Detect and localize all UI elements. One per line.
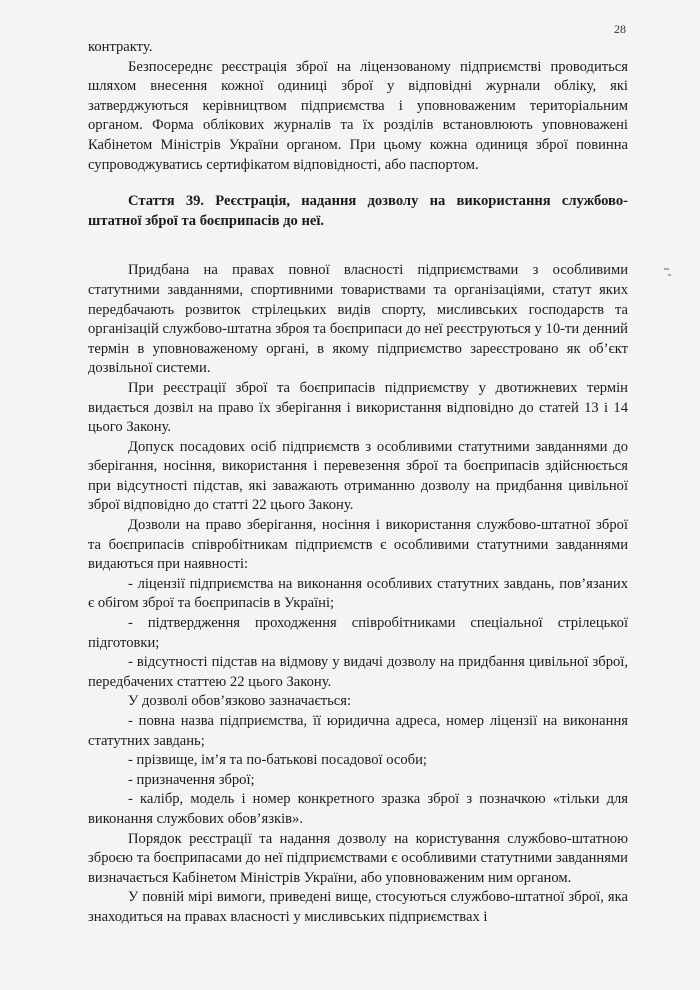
document-body (88, 38, 628, 928)
paragraph: Порядок реєстрації та надання дозволу на користування службово-штатною зброєю та боєприпасами до неї підприємствами є особливими статутними завданнями визначається Кабінетом Міністрів України, або уповноваженим ним органом. (88, 830, 628, 886)
list-item: - призначення зброї; (128, 771, 255, 788)
list-item: - повна назва підприємства, її юридична адреса, номер ліцензії на виконання статутних завдань; (88, 713, 628, 749)
list-item: - відсутності підстав на відмову у видачі дозволу на придбання цивільної зброї, передбачених статтею 22 цього Закону. (88, 654, 628, 690)
paragraph: При реєстрації зброї та боєприпасів підприємству у двотижневих термін видається дозвіл на право їх зберігання і використання відповідно до статей 13 і 14 цього Закону. (88, 379, 628, 436)
scan-speck (668, 274, 671, 276)
list-item: - прізвище, ім’я та по-батькові посадової особи; (128, 752, 427, 769)
paragraph: У дозволі обов’язково зазначається: (128, 693, 352, 710)
page-number: 28 (614, 22, 626, 36)
article-title: Стаття 39. Реєстрація, надання дозволу на використання службово-штатної зброї та боєприпасів до неї. (88, 193, 628, 229)
paragraph: Дозволи на право зберігання, носіння і використання службово-штатної зброї та боєприпасів співробітникам підприємств є особливими статутними завданнями видаються при наявності: (88, 517, 628, 573)
paragraph: контракту. (88, 39, 153, 55)
list-item: - калібр, модель і номер конкретного зразка зброї з позначкою «тільки для виконання службових обов’язків». (88, 791, 628, 827)
list-item: - підтвердження проходження співробітниками спеціальної стрілецької підготовки; (88, 615, 628, 651)
list-item: - ліцензії підприємства на виконання особливих статутних завдань, пов’язаних є обігом зброї та боєприпасів в Україні; (88, 575, 628, 612)
paragraph: У повній мірі вимоги, приведені вище, стосуються службово-штатної зброї, яка знаходиться на правах власності у мисливських підприємствах і (88, 889, 628, 925)
scan-speck (664, 268, 669, 270)
paragraph: Безпосереднє реєстрація зброї на ліцензованому підприємстві проводиться шляхом внесення кожної одиниці зброї у відповідні журнали обліку, які затверджуються керівництвом підприємства і уповноваженим територіальним органом. Форма облікових журналів та їх розділів встановлюють уповноважені Кабінетом Міністрів України органом. При цьому кожна одиниця зброї повинна супроводжуватись сертифікатом відповідності, або паспортом. (88, 58, 628, 173)
paragraph: Допуск посадових осіб підприємств з особливими статутними завданнями до зберігання, носіння, використання і перевезення зброї та боєприпасів здійснюється при відсутності підстав, які заважають отриманню дозволу на придбання цивільної зброї відповідно до статті 22 цього Закону. (88, 438, 628, 514)
paragraph: Придбана на правах повної власності підприємствами з особливими статутними завданнями, спортивними товариствами та організаціями, статут яких передбачають розвиток стрілецьких видів спорту, мисливських господарств та організацій службово-штатна зброя та боєприпаси до неї реєструються у 10-ти денний термін в уповноваженому органі, в якому підприємство зареєстровано як об’єкт дозвільної системи. (88, 262, 628, 377)
